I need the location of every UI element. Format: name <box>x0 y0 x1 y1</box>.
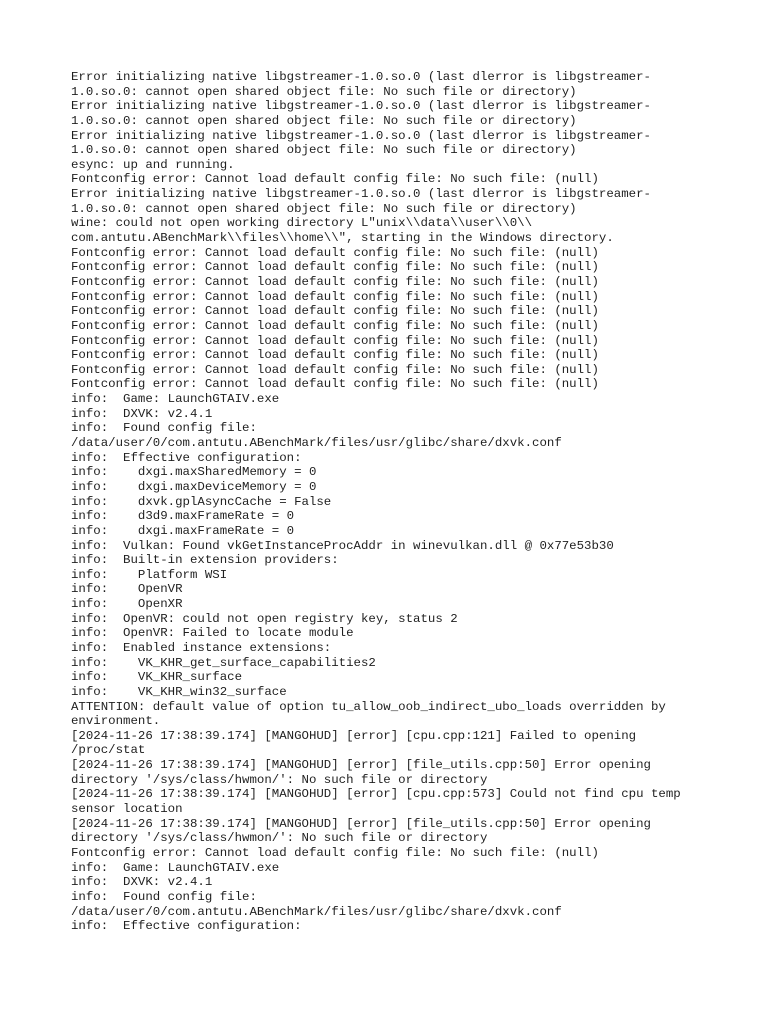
log-line: 1.0.so.0: cannot open shared object file: No such file or directory) <box>71 143 577 158</box>
log-line: info: Vulkan: Found vkGetInstanceProcAddr in winevulkan.dll @ 0x77e53b30 <box>71 538 614 553</box>
log-line: info: Effective configuration: <box>71 919 302 934</box>
log-line: [2024-11-26 17:38:39.174] [MANGOHUD] [error] [file_utils.cpp:50] Error opening <box>71 758 651 773</box>
log-line: environment. <box>71 714 161 729</box>
log-line: Fontconfig error: Cannot load default config file: No such file: (null) <box>71 348 599 363</box>
log-line: com.antutu.ABenchMark\\files\\home\\", starting in the Windows directory. <box>71 231 614 246</box>
log-line: info: dxgi.maxSharedMemory = 0 <box>71 465 317 480</box>
log-line: wine: could not open working directory L"unix\\data\\user\\0\\ <box>71 216 533 231</box>
log-line: directory '/sys/class/hwmon/': No such file or directory <box>71 772 488 787</box>
log-line: info: VK_KHR_get_surface_capabilities2 <box>71 655 376 670</box>
log-line: Error initializing native libgstreamer-1.0.so.0 (last dlerror is libgstreamer- <box>71 187 651 202</box>
log-line: [2024-11-26 17:38:39.174] [MANGOHUD] [error] [cpu.cpp:573] Could not find cpu temp <box>71 787 681 802</box>
log-line: Fontconfig error: Cannot load default config file: No such file: (null) <box>71 260 599 275</box>
log-line: info: dxvk.gplAsyncCache = False <box>71 494 332 509</box>
log-line: esync: up and running. <box>71 157 235 172</box>
log-line: directory '/sys/class/hwmon/': No such file or directory <box>71 831 488 846</box>
log-line: info: Platform WSI <box>71 567 228 582</box>
log-line: info: dxgi.maxFrameRate = 0 <box>71 523 295 538</box>
log-line: /proc/stat <box>71 743 146 758</box>
log-line: info: VK_KHR_surface <box>71 670 243 685</box>
log-line: [2024-11-26 17:38:39.174] [MANGOHUD] [error] [file_utils.cpp:50] Error opening <box>71 816 651 831</box>
log-line: Error initializing native libgstreamer-1.0.so.0 (last dlerror is libgstreamer- <box>71 128 651 143</box>
log-line: 1.0.so.0: cannot open shared object file: No such file or directory) <box>71 84 577 99</box>
log-line: info: DXVK: v2.4.1 <box>71 875 213 890</box>
log-line: /data/user/0/com.antutu.ABenchMark/files/usr/glibc/share/dxvk.conf <box>71 436 562 451</box>
log-line: Fontconfig error: Cannot load default config file: No such file: (null) <box>71 377 599 392</box>
log-output <box>71 70 711 934</box>
log-line: Fontconfig error: Cannot load default config file: No such file: (null) <box>71 172 599 187</box>
log-line: info: OpenVR <box>71 582 183 597</box>
log-line: info: Game: LaunchGTAIV.exe <box>71 392 280 407</box>
log-line: Fontconfig error: Cannot load default config file: No such file: (null) <box>71 845 599 860</box>
log-line: info: OpenVR: Failed to locate module <box>71 626 354 641</box>
log-line: info: OpenXR <box>71 597 183 612</box>
log-line: /data/user/0/com.antutu.ABenchMark/files/usr/glibc/share/dxvk.conf <box>71 904 562 919</box>
log-line: info: d3d9.maxFrameRate = 0 <box>71 509 295 524</box>
log-line: Fontconfig error: Cannot load default config file: No such file: (null) <box>71 318 599 333</box>
log-line: Fontconfig error: Cannot load default config file: No such file: (null) <box>71 333 599 348</box>
log-line: 1.0.so.0: cannot open shared object file: No such file or directory) <box>71 113 577 128</box>
log-line: info: Effective configuration: <box>71 450 302 465</box>
log-line: 1.0.so.0: cannot open shared object file: No such file or directory) <box>71 201 577 216</box>
log-line: info: Game: LaunchGTAIV.exe <box>71 860 280 875</box>
log-line: Error initializing native libgstreamer-1.0.so.0 (last dlerror is libgstreamer- <box>71 99 651 114</box>
log-line: Error initializing native libgstreamer-1.0.so.0 (last dlerror is libgstreamer- <box>71 70 651 84</box>
log-line: info: Built-in extension providers: <box>71 553 339 568</box>
log-line: info: Found config file: <box>71 889 257 904</box>
log-line: info: VK_KHR_win32_surface <box>71 684 287 699</box>
log-line: Fontconfig error: Cannot load default config file: No such file: (null) <box>71 304 599 319</box>
log-line: info: OpenVR: could not open registry key, status 2 <box>71 611 458 626</box>
log-line: info: dxgi.maxDeviceMemory = 0 <box>71 479 317 494</box>
log-line: Fontconfig error: Cannot load default config file: No such file: (null) <box>71 245 599 260</box>
log-line: ATTENTION: default value of option tu_allow_oob_indirect_ubo_loads overridden by <box>71 699 666 714</box>
log-line: Fontconfig error: Cannot load default config file: No such file: (null) <box>71 362 599 377</box>
log-line: [2024-11-26 17:38:39.174] [MANGOHUD] [error] [cpu.cpp:121] Failed to opening <box>71 728 637 743</box>
log-line: info: Enabled instance extensions: <box>71 640 332 655</box>
log-line: sensor location <box>71 802 183 817</box>
log-line: Fontconfig error: Cannot load default config file: No such file: (null) <box>71 289 599 304</box>
log-line: info: Found config file: <box>71 421 257 436</box>
log-line: info: DXVK: v2.4.1 <box>71 406 213 421</box>
log-line: Fontconfig error: Cannot load default config file: No such file: (null) <box>71 274 599 289</box>
